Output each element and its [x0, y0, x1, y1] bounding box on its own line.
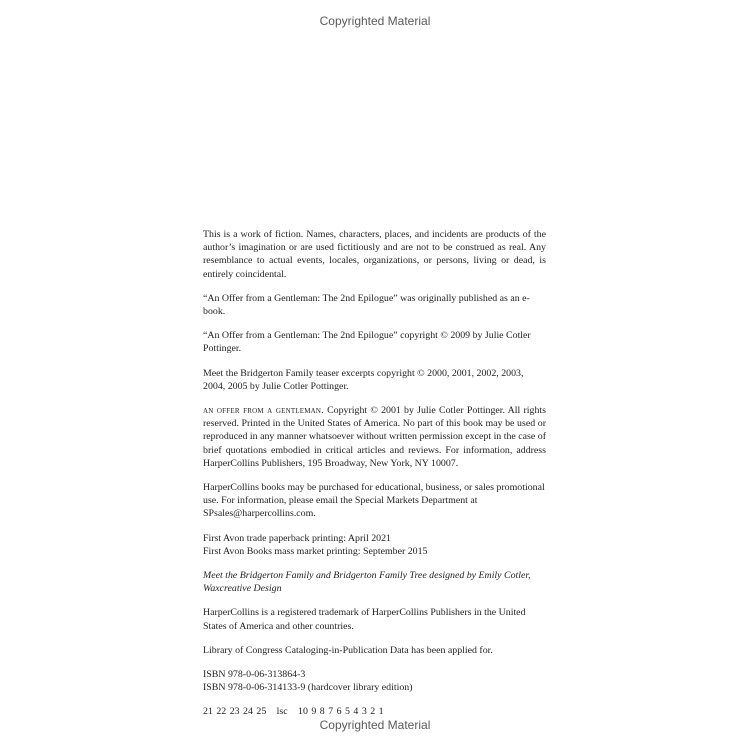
printing-history: [203, 532, 546, 558]
sales-notice: HarperCollins books may be purchased for educational, business, or sales promotional use. For information, please email the Special Markets Department at SPsales@harpercollins.com.: [203, 482, 545, 520]
trademark-notice: HarperCollins is a registered trademark of HarperCollins Publishers in the United States of America and other countries.: [203, 607, 526, 632]
teaser-copyright-note: Meet the Bridgerton Family teaser excerpts copyright © 2000, 2001, 2002, 2003, 2004, 2005 by Julie Cotler Pottinger.: [203, 367, 524, 392]
isbn-hardcover: ISBN 978-0-06-314133-9 (hardcover library edition): [203, 682, 413, 694]
isbn-block: [203, 668, 546, 694]
printing-line: 21 22 23 24 25 lsc 10 9 8 7 6 5 4 3 2 1: [203, 706, 384, 718]
epilogue-copyright-note: “An Offer from a Gentleman: The 2nd Epilogue” copyright © 2009 by Julie Cotler Pottinger.: [203, 330, 531, 355]
book-copyright-block: [203, 404, 546, 470]
watermark-bottom: Copyrighted Material: [319, 718, 431, 732]
book-copyright-text: Copyright © 2001 by Julie Cotler Pottinger. All rights reserved. Printed in the United States of America. No part of this book may be used or reproduced in any manner whatsoever without written permission except in the case of brief quotations embodied in critical articles and reviews. For information, address HarperCollins Publishers, 195 Broadway, New York, NY 10007.: [203, 405, 546, 469]
book-title-smallcaps: an offer from a gentleman.: [203, 405, 324, 417]
copyright-page: [203, 228, 546, 730]
fiction-notice: This is a work of fiction. Names, characters, places, and incidents are products of the author’s imagination or are used fictitiously and are not to be construed as real. Any resemblance to actual events, locales, organizations, or persons, living or dead, is entirely coincidental.: [203, 229, 546, 280]
cip-notice: Library of Congress Cataloging-in-Publication Data has been applied for.: [203, 644, 493, 656]
printing-trade: First Avon trade paperback printing: April 2021: [203, 532, 391, 544]
watermark-top: Copyrighted Material: [319, 14, 431, 28]
epilogue-original-note: “An Offer from a Gentleman: The 2nd Epilogue” was originally published as an e-book.: [203, 292, 530, 318]
design-credit: Meet the Bridgerton Family and Bridgerton Family Tree designed by Emily Cotler, Waxcreative Design: [203, 570, 531, 595]
isbn-paperback: ISBN 978-0-06-313864-3: [203, 669, 306, 681]
printing-mass: First Avon Books mass market printing: September 2015: [203, 545, 428, 557]
